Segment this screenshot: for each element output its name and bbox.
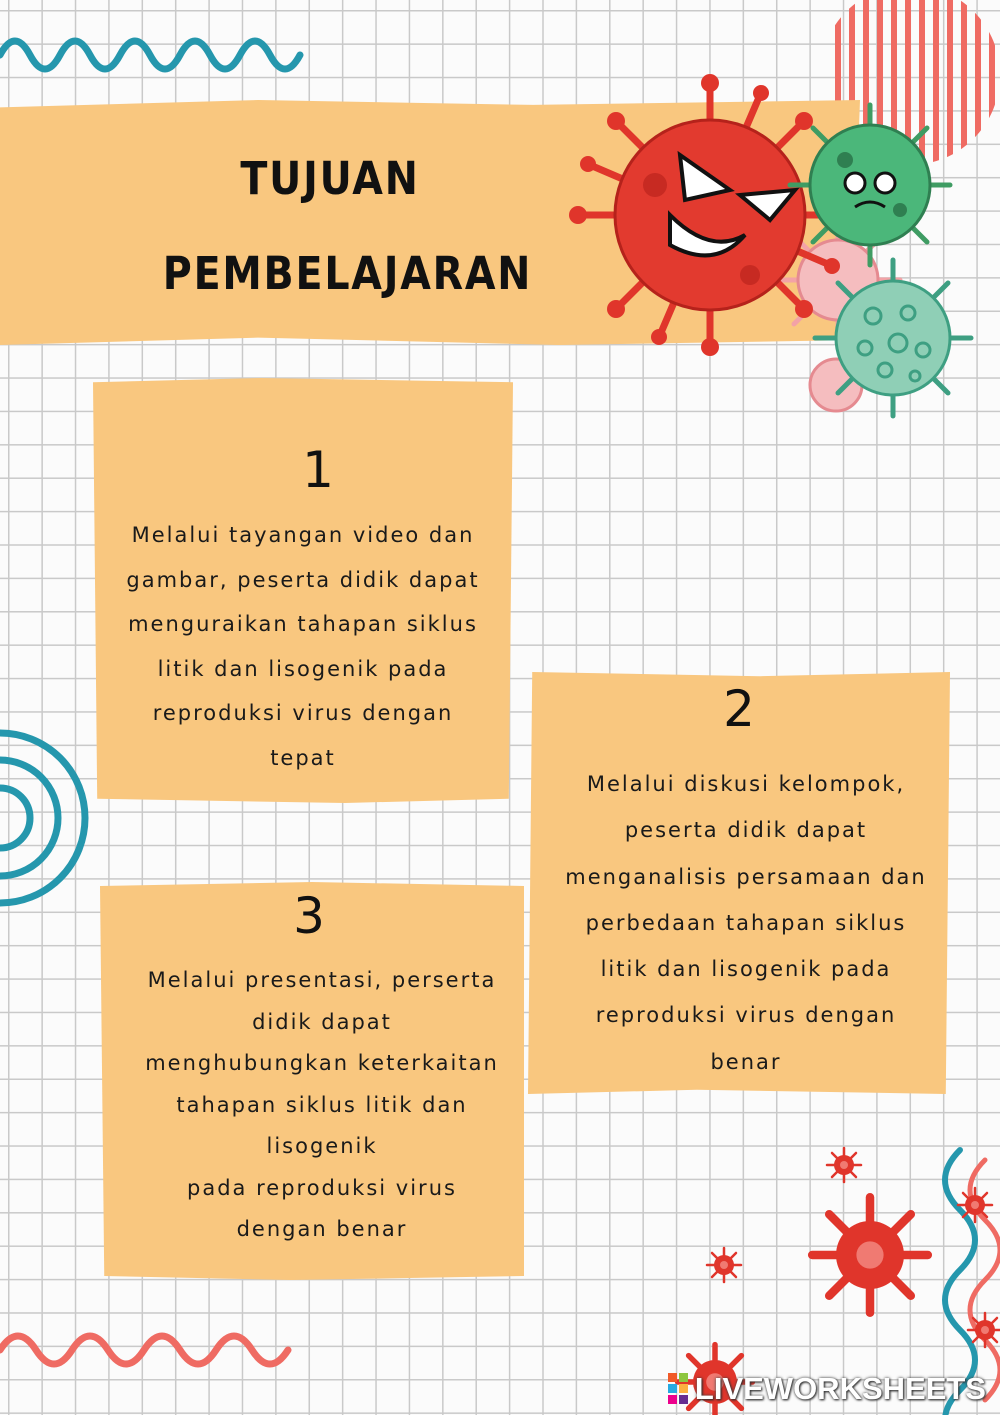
goal-number-3: 3 [293, 887, 325, 945]
goal-1-line: reproduksi virus dengan [152, 701, 454, 725]
goal-3-line: menghubungkan keterkaitan [145, 1051, 499, 1075]
goal-1-line: Melalui tayangan video dan [131, 523, 475, 547]
goal-3-line: pada reproduksi virus [187, 1175, 457, 1200]
liveworksheets-logo-icon [667, 1372, 689, 1406]
page-title-line-2: PEMBELAJARAN [162, 247, 533, 300]
goal-2-line: peserta didik dapat [624, 818, 868, 843]
goal-3-line: lisogenik [266, 1134, 378, 1158]
goal-number-1: 1 [302, 441, 334, 499]
red-virus-small-icon [707, 1248, 741, 1282]
goal-1-line: tepat [270, 745, 336, 770]
goal-2-line: benar [710, 1049, 782, 1074]
goal-1-line: gambar, peserta didik dapat [126, 567, 480, 592]
goal-1-line: menguraikan tahapan siklus [128, 612, 478, 636]
goal-1-line: litik dan lisogenik pada [157, 656, 449, 681]
goal-3-line: tahapan siklus litik dan [176, 1092, 468, 1117]
watermark-text: LIVEWORKSHEETS [694, 1371, 986, 1406]
liveworksheets-watermark [667, 1369, 986, 1409]
goal-2-line: reproduksi virus dengan [595, 1003, 897, 1028]
red-virus-small-icon [827, 1148, 861, 1182]
goal-3-line: dengan benar [236, 1217, 408, 1241]
red-virus-small-icon [958, 1188, 992, 1222]
goal-2-line: litik dan lisogenik pada [600, 957, 892, 982]
goal-2-line: Melalui diskusi kelompok, [586, 772, 906, 796]
goal-number-2: 2 [723, 680, 755, 738]
goal-3-line: Melalui presentasi, perserta [147, 968, 497, 992]
goal-2-line: menganalisis persamaan dan [565, 864, 927, 889]
red-virus-small-icon [968, 1313, 1000, 1347]
goal-2-line: perbedaan tahapan siklus [585, 910, 907, 935]
page-title-line-1: TUJUAN [240, 152, 420, 205]
goal-3-line: didik dapat [252, 1009, 392, 1034]
red-virus-large-icon [812, 1197, 928, 1313]
